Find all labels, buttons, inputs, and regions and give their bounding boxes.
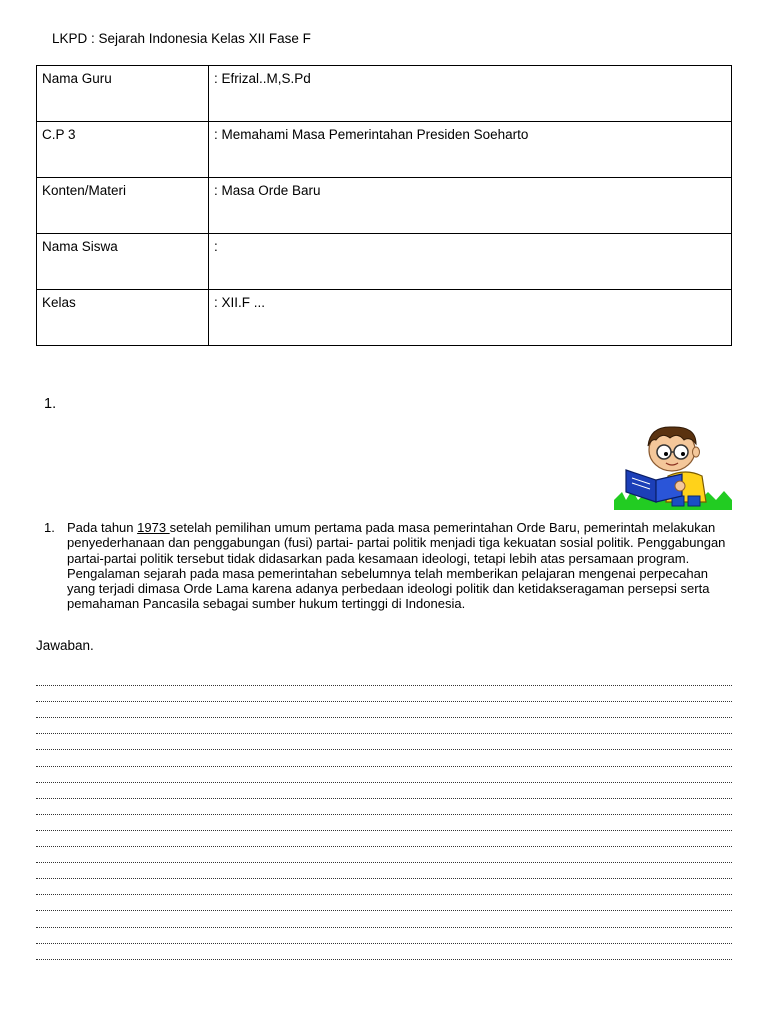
info-table xyxy=(36,65,732,346)
answer-line[interactable] xyxy=(36,928,732,944)
answer-line[interactable] xyxy=(36,783,732,799)
answer-line[interactable] xyxy=(36,911,732,927)
question-number: 1. xyxy=(44,520,55,535)
answer-line[interactable] xyxy=(36,702,732,718)
answer-line[interactable] xyxy=(36,815,732,831)
info-label-konten-materi: Konten/Materi xyxy=(37,178,209,234)
info-row xyxy=(37,290,732,346)
section-number: 1. xyxy=(44,396,57,412)
question-text-intro: Pada tahun xyxy=(67,520,138,535)
question-text xyxy=(67,520,734,612)
info-row xyxy=(37,122,732,178)
answer-line[interactable] xyxy=(36,718,732,734)
info-row xyxy=(37,178,732,234)
document-title: LKPD : Sejarah Indonesia Kelas XII Fase F xyxy=(52,31,311,46)
question-year: 1973 xyxy=(137,520,170,535)
info-row xyxy=(37,234,732,290)
info-label-nama-guru: Nama Guru xyxy=(37,66,209,122)
answer-line[interactable] xyxy=(36,944,732,960)
answer-line[interactable] xyxy=(36,863,732,879)
info-label-kelas: Kelas xyxy=(37,290,209,346)
answer-label: Jawaban. xyxy=(36,638,94,653)
info-label-nama-siswa: Nama Siswa xyxy=(37,234,209,290)
question-1 xyxy=(44,520,734,612)
info-value-kelas: : XII.F ... xyxy=(209,290,732,346)
info-value-nama-siswa: : xyxy=(209,234,732,290)
question-text-body: setelah pemilihan umum pertama pada masa pemerintahan Orde Baru, pemerintah melakukan penyederhanaan dan penggabungan (fusi) partai- partai politik menjadi tiga kekuatan sosial politik. Penggabungan partai-partai politik tersebut tidak didasarkan pada kesamaan ideologi, tetapi lebih atas persamaan program. Pengalaman sejarah pada masa pemerintahan sebelumnya telah memberikan pelajaran mengenai perpecahan yang terjadi dimasa Orde Lama karena adanya perbedaan ideologi politik dan ketidakseragaman persepsi serta pemahaman Pancasila sebagai sumber hukum tertinggi di Indonesia. xyxy=(67,520,726,612)
answer-line[interactable] xyxy=(36,686,732,702)
boy-reading-book-icon xyxy=(610,420,736,512)
answer-line[interactable] xyxy=(36,799,732,815)
info-value-cp: : Memahami Masa Pemerintahan Presiden Soeharto xyxy=(209,122,732,178)
answer-line[interactable] xyxy=(36,831,732,847)
answer-line[interactable] xyxy=(36,847,732,863)
info-row xyxy=(37,66,732,122)
info-value-konten-materi: : Masa Orde Baru xyxy=(209,178,732,234)
answer-line[interactable] xyxy=(36,670,732,686)
info-label-cp: C.P 3 xyxy=(37,122,209,178)
answer-line[interactable] xyxy=(36,879,732,895)
answer-lines xyxy=(36,670,732,960)
answer-line[interactable] xyxy=(36,767,732,783)
info-value-nama-guru: : Efrizal..M,S.Pd xyxy=(209,66,732,122)
answer-line[interactable] xyxy=(36,895,732,911)
answer-line[interactable] xyxy=(36,750,732,766)
answer-line[interactable] xyxy=(36,734,732,750)
